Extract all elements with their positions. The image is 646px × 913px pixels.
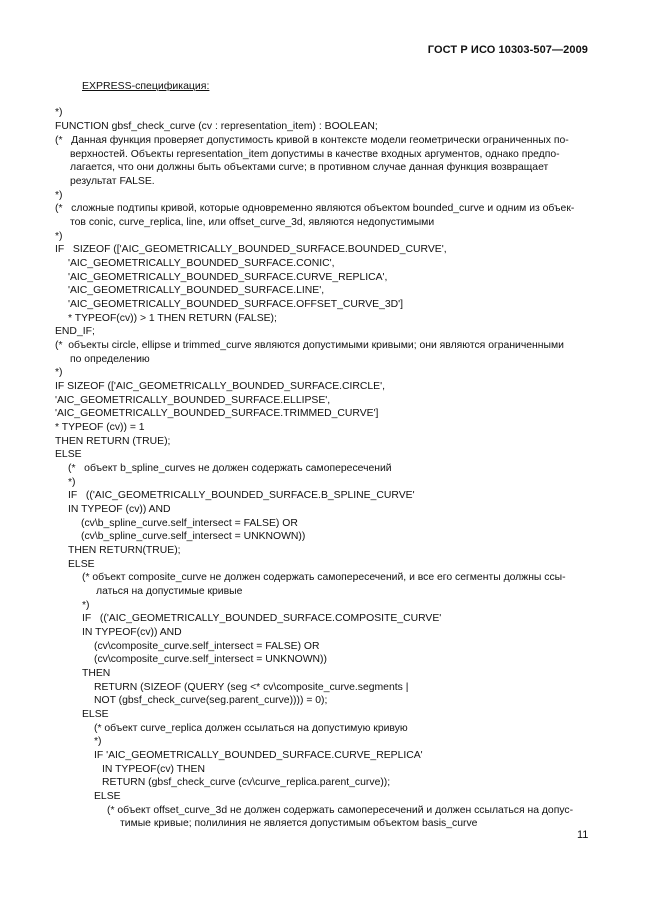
- code-line: IF 'AIC_GEOMETRICALLY_BOUNDED_SURFACE.CURVE_REPLICA': [94, 750, 423, 761]
- code-line: ELSE: [55, 449, 82, 460]
- code-line: 'AIC_GEOMETRICALLY_BOUNDED_SURFACE.LINE',: [68, 285, 325, 296]
- code-line: (cv\b_spline_curve.self_intersect = FALSE) OR: [81, 518, 298, 529]
- code-line: (* объект offset_curve_3d не должен содержать самопересечений и должен ссылаться на допус-: [107, 805, 574, 816]
- code-line: FUNCTION gbsf_check_curve (cv : representation_item) : BOOLEAN;: [55, 121, 378, 132]
- code-line: *): [55, 190, 63, 201]
- code-line: *): [68, 477, 76, 488]
- code-line: RETURN (SIZEOF (QUERY (seg <* cv\composite_curve.segments |: [94, 682, 409, 693]
- code-line: (* сложные подтипы кривой, которые одновременно являются объектом bounded_curve и одним из объек-: [55, 203, 575, 214]
- code-line: IF (('AIC_GEOMETRICALLY_BOUNDED_SURFACE.B_SPLINE_CURVE': [68, 490, 415, 501]
- code-line: END_IF;: [55, 326, 95, 337]
- code-line: (* объекты circle, ellipse и trimmed_curve являются допустимыми кривыми; они являются ограниченными: [55, 340, 564, 351]
- code-line: *): [55, 107, 63, 118]
- code-line: NOT (gbsf_check_curve(seg.parent_curve)))) = 0);: [94, 695, 328, 706]
- code-line: * TYPEOF (cv)) = 1: [55, 422, 145, 433]
- code-line: *): [55, 367, 63, 378]
- code-line: * TYPEOF(cv)) > 1 THEN RETURN (FALSE);: [68, 313, 277, 324]
- code-line: по определению: [70, 354, 150, 365]
- code-line: 'AIC_GEOMETRICALLY_BOUNDED_SURFACE.CONIC',: [68, 258, 335, 269]
- code-line: 'AIC_GEOMETRICALLY_BOUNDED_SURFACE.TRIMMED_CURVE']: [55, 408, 379, 419]
- code-line: (cv\composite_curve.self_intersect = FALSE) OR: [94, 641, 320, 652]
- code-line: тимые кривые; полилиния не является допустимым объектом basis_curve: [120, 818, 478, 829]
- code-line: (cv\composite_curve.self_intersect = UNKNOWN)): [94, 654, 327, 665]
- code-line: THEN: [82, 668, 111, 679]
- code-line: RETURN (gbsf_check_curve (cv\curve_replica.parent_curve));: [102, 777, 391, 788]
- code-line: THEN RETURN (TRUE);: [55, 436, 171, 447]
- code-line: (cv\b_spline_curve.self_intersect = UNKNOWN)): [81, 531, 306, 542]
- code-line: ELSE: [94, 791, 121, 802]
- code-line: IF SIZEOF (['AIC_GEOMETRICALLY_BOUNDED_SURFACE.BOUNDED_CURVE',: [55, 244, 447, 255]
- code-line: (* объект curve_replica должен ссылаться на допустимую кривую: [94, 723, 408, 734]
- code-line: латься на допустимые кривые: [96, 586, 243, 597]
- code-line: IF (('AIC_GEOMETRICALLY_BOUNDED_SURFACE.COMPOSITE_CURVE': [82, 613, 442, 624]
- code-line: 'AIC_GEOMETRICALLY_BOUNDED_SURFACE.ELLIPSE',: [55, 395, 331, 406]
- code-line: IF SIZEOF (['AIC_GEOMETRICALLY_BOUNDED_SURFACE.CIRCLE',: [55, 381, 385, 392]
- code-line: верхностей. Объекты representation_item допустимы в качестве входных аргументов, однако предпо-: [70, 149, 560, 160]
- code-line: *): [82, 600, 90, 611]
- code-line: лагается, что они должны быть объектами curve; в противном случае данная функция возвращает: [70, 162, 549, 173]
- code-line: IN TYPEOF(cv) THEN: [102, 764, 205, 775]
- code-line: *): [94, 736, 102, 747]
- code-line: (* объект composite_curve не должен содержать самопересечений, и все его сегменты должны ссы-: [82, 572, 566, 583]
- code-line: (* объект b_spline_curves не должен содержать самопересечений: [68, 463, 392, 474]
- code-line: IN TYPEOF (cv)) AND: [68, 504, 171, 515]
- code-line: ELSE: [68, 559, 95, 570]
- code-line: тов conic, curve_replica, line, или offset_curve_3d, являются недопустимыми: [70, 217, 435, 228]
- code-line: *): [55, 231, 63, 242]
- code-line: IN TYPEOF(cv)) AND: [82, 627, 182, 638]
- code-line: 'AIC_GEOMETRICALLY_BOUNDED_SURFACE.OFFSET_CURVE_3D']: [68, 299, 404, 310]
- page-number: 11: [577, 829, 589, 841]
- document-header: ГОСТ Р ИСО 10303-507—2009: [427, 44, 588, 56]
- section-subtitle: EXPRESS-спецификация:: [82, 80, 210, 92]
- code-line: результат FALSE.: [70, 176, 155, 187]
- code-line: ELSE: [82, 709, 109, 720]
- code-line: 'AIC_GEOMETRICALLY_BOUNDED_SURFACE.CURVE_REPLICA',: [68, 272, 388, 283]
- code-line: THEN RETURN(TRUE);: [68, 545, 181, 556]
- code-line: (* Данная функция проверяет допустимость кривой в контексте модели геометрически ограниченных по-: [55, 135, 569, 146]
